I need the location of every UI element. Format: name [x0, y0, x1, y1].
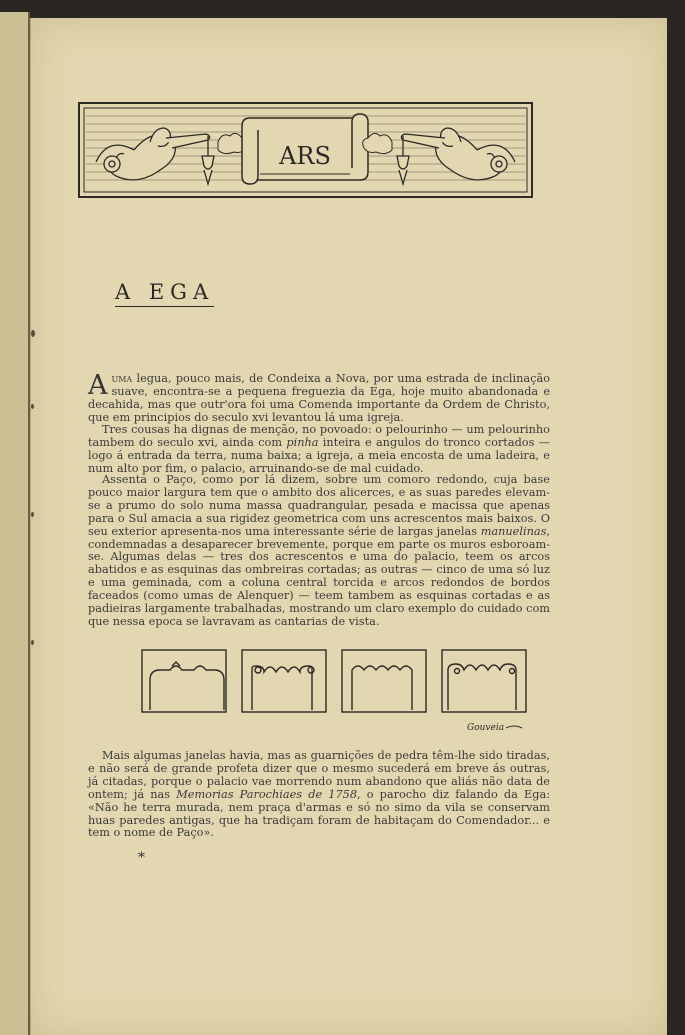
window-sketch-1: [142, 650, 226, 712]
window-sketch-3: [342, 650, 426, 712]
paragraph-4-text-b: , o parocho diz falando da Ega: «Não he terra murada, nem praça d'armas e só no simo da vila se conservam huas paredes antigas, que ha tradiçam foram de habitaçam do Comendador... e tem o nome de Paço».: [88, 787, 551, 840]
paragraph-2: [88, 424, 550, 476]
paragraph-2-italic: pinha: [286, 435, 319, 449]
window-sketches-figure: [112, 646, 532, 736]
banner-label: ARS: [279, 142, 331, 170]
paragraph-3: [88, 474, 550, 629]
ornamental-header-banner: [78, 102, 533, 198]
previous-page-edge: [0, 12, 30, 1035]
window-sketch-2: [242, 650, 326, 712]
paragraph-4-text-a: Mais algumas janelas havia, mas as guarnições de pedra têm-lhe sido tiradas, e não será de grande profeta dizer que o mesmo sucederá em breve ás outras, já citadas, porque o palacio vae morrendo num abandono que aliás não data de ontem; já nas: [88, 749, 550, 801]
paragraph-3-text-b: , condemnadas a desaparecer brevemente, porque em parte os muros esboroam-se. Algumas delas — tres dos acrescentos e uma do palacio, teem os arcos abatidos e as esquinas das ombreiras cortadas; as outras — cinco de uma só luz e uma geminada, com a coluna central torcida e arcos redondos de bordos faceados (como umas de Alenquer) — teem tambem as esquinas cortadas e as padieiras largamente trabalhadas, mostrando um claro exemplo do cuidado com que nessa epoca se lavravam as cantarias de vista.: [88, 524, 550, 628]
binding-speck: [31, 404, 34, 409]
binding-speck: [31, 330, 35, 337]
paragraph-1: [88, 370, 550, 425]
paragraph-2-text-b: inteira e angulos do tronco cortados — logo á entrada da terra, numa baixa; a igreja, a meia encosta de uma ladeira, e num alto por fim, o palacio, arruinando-se de mal cuidado.: [88, 435, 550, 475]
paragraph-3-italic: manuelinas: [480, 524, 547, 538]
section-divider-star: *: [138, 850, 145, 866]
paragraph-3-text-a: Assenta o Paço, como por lá dizem, sobre um comoro redondo, cuja base pouco maior largura tem que o ambito dos alicerces, e as suas paredes elevam-se a prumo do solo numa massa quadrangular, pesada e macissa que apenas para o Sul amacia a sua rigidez geometrica com uns acrescentos mais baixos. O seu exterior apresenta-nos uma interessante série de largas janelas: [88, 473, 550, 538]
binding-speck: [31, 640, 34, 645]
window-sketch-4: [442, 650, 526, 712]
artist-signature: Gouveia: [467, 723, 505, 733]
paragraph-1-text: legua, pouco mais, de Condeixa a Nova, por uma estrada de inclinação suave, encontra-se a pequena freguezia da Ega, hoje muito abandonada e decahida, mas que outr'ora foi uma Comenda importante da Ordem de Christo, que em principios do seculo xvi levantou lá uma igreja.: [88, 372, 550, 424]
paragraph-4: [88, 750, 550, 840]
article-title: A EGA: [115, 280, 214, 307]
paragraph-2-text-a: Tres cousas ha dignas de menção, no povoado: o pelourinho — um pelourinho tambem do seculo xvi, ainda com: [88, 423, 550, 449]
binding-speck: [31, 512, 34, 517]
drop-cap: A: [88, 370, 108, 401]
paragraph-4-italic: Memorias Parochiaes de 1758: [176, 787, 358, 801]
paragraph-1-smallcaps: uma: [111, 372, 133, 385]
